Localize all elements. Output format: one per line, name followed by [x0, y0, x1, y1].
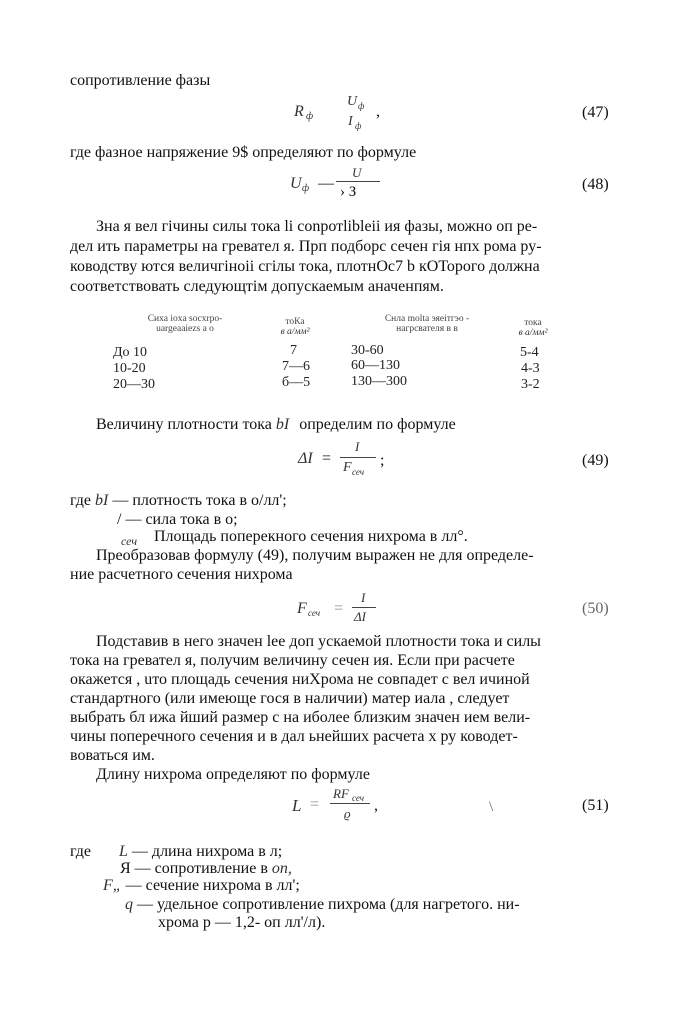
eq48-equals: —	[318, 175, 334, 192]
text-line: Подставив в него значен lee доп ускаемой плотности тока и силы	[96, 633, 541, 650]
table-header-col2: тоКа в а/мм²	[280, 317, 310, 337]
text-line: где фазное напряжение 9$ определяют по формуле	[70, 144, 417, 161]
text-line: где bI — плотность тока в о/лл';	[70, 492, 287, 509]
equation-number: (49)	[582, 452, 609, 469]
text-line: F„ — сечение нихрома в лл';	[103, 877, 300, 894]
eq50-denominator: ΔI	[354, 609, 366, 624]
eq51-denominator: ϱ	[344, 806, 351, 821]
table-header-col1: Сиха iоxа socxrро- uargeaaiezs а о	[147, 314, 223, 334]
text-line: Величину плотности тока bI определим по формуле	[96, 416, 456, 433]
text-line: стандартного (или имеюще гося в наличии) матер иала , следует	[70, 690, 510, 707]
text-line: ководству ются величгіноіі сгілы тока, плотнОс7 b кОТорого должна	[70, 258, 540, 275]
eq51-lhs: L	[292, 796, 302, 815]
eq49-semicolon: ;	[380, 452, 385, 469]
eq49-lhs: ΔI	[298, 450, 313, 467]
text-line: выбрать бл ижа йший размер с на иболее близким значен ием вели-	[70, 709, 531, 726]
eq47-lhs: R	[294, 103, 304, 120]
eq48-numerator: U	[352, 165, 362, 180]
variable: bI	[275, 416, 290, 433]
eq48-lhs: U	[290, 175, 302, 192]
eq49-equals: =	[322, 450, 332, 467]
text-line: соответствовать следующтім допускаемым аначенпям.	[70, 278, 444, 295]
text-line: окажется , uто площадь сечения ниХрома не совпадет с вел ичиной	[70, 671, 530, 688]
eq49-numerator: I	[355, 439, 360, 454]
variable: сеч	[121, 534, 138, 548]
eq49-denominator: F	[343, 460, 352, 475]
eq47-den-sub: ф	[355, 121, 362, 131]
eq51-numerator: RF	[333, 786, 349, 801]
text-line: / — сила тока в о;	[117, 511, 238, 528]
fraction-line	[336, 181, 380, 182]
text-line: хрома р — 1,2- оп лл'/л).	[158, 914, 326, 931]
text-line: Преобразовав формулу (49), получим выражен не для определе-	[96, 547, 534, 564]
equation-number: (51)	[582, 797, 609, 814]
eq48-lhs-sub: ф	[302, 183, 310, 194]
eq48-denominator: › З	[340, 184, 357, 200]
text-line: воваться им.	[70, 747, 155, 764]
text-line: сопротивление фазы	[70, 72, 211, 89]
text-line: Длину нихрома определяют по формуле	[96, 766, 370, 783]
text-line: тока на гревател я, получим величину сечен ия. Если при расчете	[70, 652, 515, 669]
text-line: ние расчетного сечения нихрома	[70, 566, 293, 583]
table-header-col3: Снла molta эяеітгэо - нагрсвателя в в	[384, 314, 470, 334]
text-line: чины поперечного сечения и в дал ьнейших расчета х ру ководет-	[70, 728, 518, 745]
fraction-line	[352, 607, 376, 608]
text-line: Я — сопротивление в оп,	[120, 860, 292, 877]
table-header-col4: тока в а/мм²	[518, 318, 548, 338]
eq51-comma: ,	[374, 797, 378, 814]
equation-number: (50)	[582, 600, 609, 617]
text-line: q — удельное сопротивление пихрома (для нагретого. ни-	[125, 896, 520, 913]
equation-number: (47)	[582, 104, 609, 121]
eq49-den-sub: сеч	[352, 467, 365, 477]
text-line: дел ить параметры на гревател я. Прп подборс сечен гія нпх рома ру-	[70, 238, 542, 255]
text-line: где L — длина нихрома в л;	[70, 843, 283, 860]
eq50-lhs: F	[297, 600, 307, 617]
equation-number: (48)	[582, 176, 609, 193]
eq51-num-sub: сеч	[352, 793, 365, 803]
eq47-numerator: U	[347, 94, 358, 109]
text-line: Площадь поперекного сечения нихрома в лл°.	[154, 528, 468, 545]
eq47-lhs-sub: ф	[306, 111, 314, 122]
fraction-line	[340, 457, 376, 458]
eq47-num-sub: ф	[358, 101, 365, 111]
text-line: Зна я вел гічины силы тока li conротlibleii ия фазы, можно оп ре-	[96, 218, 538, 235]
stray-mark: \	[489, 799, 494, 815]
eq47-denominator: I	[348, 114, 353, 129]
eq50-numerator: I	[361, 590, 366, 605]
fraction-line	[330, 803, 370, 804]
eq51-equals: =	[310, 796, 320, 813]
eq47-comma: ,	[376, 103, 380, 120]
eq50-equals: =	[334, 600, 344, 617]
eq50-lhs-sub: сеч	[308, 608, 321, 618]
